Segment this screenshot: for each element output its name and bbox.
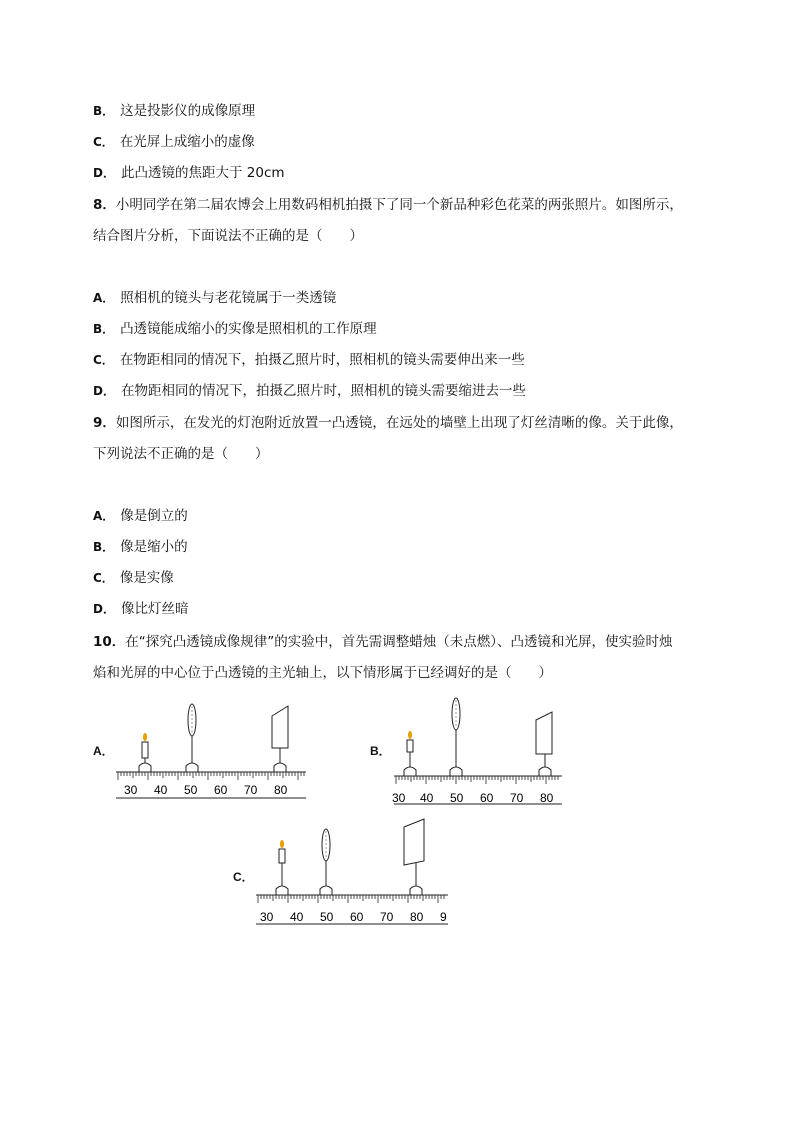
figure-a-tick-70: 70 (244, 783, 258, 797)
q7-option-b: B． 这是投影仪的成像原理 (93, 103, 256, 119)
figure-a-label: A． (93, 744, 114, 758)
figure-a-lens (186, 704, 198, 772)
figure-b-tick-30: 30 (392, 791, 406, 805)
figure-c-tick-60: 60 (350, 910, 364, 924)
figure-c-tick-30: 30 (260, 910, 274, 924)
figure-a-tick-30: 30 (124, 783, 138, 797)
figure-c-label: C． (233, 870, 254, 884)
figure-b-tick-labels (392, 791, 554, 805)
figure-b-tick-60: 60 (480, 791, 494, 805)
q10-stem-line2: 焰和光屏的中心位于凸透镜的主光轴上，以下情形属于已经调好的是（ ） (93, 665, 552, 681)
figure-b-screen (536, 712, 552, 776)
figure-c-screen (404, 819, 424, 895)
q9-option-b: B． 像是缩小的 (93, 539, 188, 555)
figure-b-tick-40: 40 (420, 791, 434, 805)
figure-b-lens (450, 698, 462, 776)
q8-option-c: C． 在物距相同的情况下，拍摄乙照片时，照相机的镜头需要伸出来一些 (93, 352, 525, 368)
q9-stem-line1: 9．如图所示，在发光的灯泡附近放置一凸透镜，在远处的墙壁上出现了灯丝清晰的像。关于此像， (93, 415, 683, 431)
figure-b-optical-bench (390, 692, 566, 808)
q8-option-b: B． 凸透镜能成缩小的实像是照相机的工作原理 (93, 321, 377, 337)
figure-a-tick-50: 50 (184, 783, 198, 797)
figure-c-tick-9: 9 (440, 910, 447, 924)
q9-option-a: A． 像是倒立的 (93, 508, 188, 524)
figure-a-screen (272, 706, 288, 772)
q8-stem-line1: 8．小明同学在第二届农博会上用数码相机拍摄下了同一个新品种彩色花菜的两张照片。如图所示， (93, 197, 683, 213)
q10-stem-line1: 10．在“探究凸透镜成像规律”的实验中，首先需调整蜡烛（未点燃）、凸透镜和光屏，使实验时烛 (93, 634, 673, 650)
figure-a-tick-labels (124, 783, 288, 797)
figure-c-tick-50: 50 (320, 910, 334, 924)
figure-c-tick-80: 80 (410, 910, 424, 924)
figure-c-optical-bench (252, 815, 452, 935)
figure-b-tick-50: 50 (450, 791, 464, 805)
figure-b-candle (404, 731, 416, 776)
q8-stem-line2: 结合图片分析，下面说法不正确的是（ ） (93, 228, 363, 244)
q9-option-c: C． 像是实像 (93, 570, 174, 586)
figure-a-candle (139, 733, 151, 772)
figure-c-tick-40: 40 (290, 910, 304, 924)
figure-a-tick-40: 40 (154, 783, 168, 797)
figure-c-lens (320, 829, 332, 895)
figure-a-tick-80: 80 (274, 783, 288, 797)
figure-b-tick-70: 70 (510, 791, 524, 805)
figure-a-optical-bench (112, 696, 312, 802)
q7-option-d: D． 此凸透镜的焦距大于 20cm (93, 165, 285, 181)
figure-b-tick-80: 80 (540, 791, 554, 805)
figure-c-candle (276, 840, 288, 895)
q7-option-c: C． 在光屏上成缩小的虚像 (93, 134, 255, 150)
q8-option-a: A． 照相机的镜头与老花镜属于一类透镜 (93, 290, 337, 306)
figure-a-tick-60: 60 (214, 783, 228, 797)
figure-b-label: B． (370, 744, 391, 758)
q8-option-d: D． 在物距相同的情况下，拍摄乙照片时，照相机的镜头需要缩进去一些 (93, 383, 526, 399)
q9-stem-line2: 下列说法不正确的是（ ） (93, 446, 269, 462)
figure-c-tick-labels (260, 910, 447, 924)
q9-option-d: D． 像比灯丝暗 (93, 601, 189, 617)
figure-c-tick-70: 70 (380, 910, 394, 924)
